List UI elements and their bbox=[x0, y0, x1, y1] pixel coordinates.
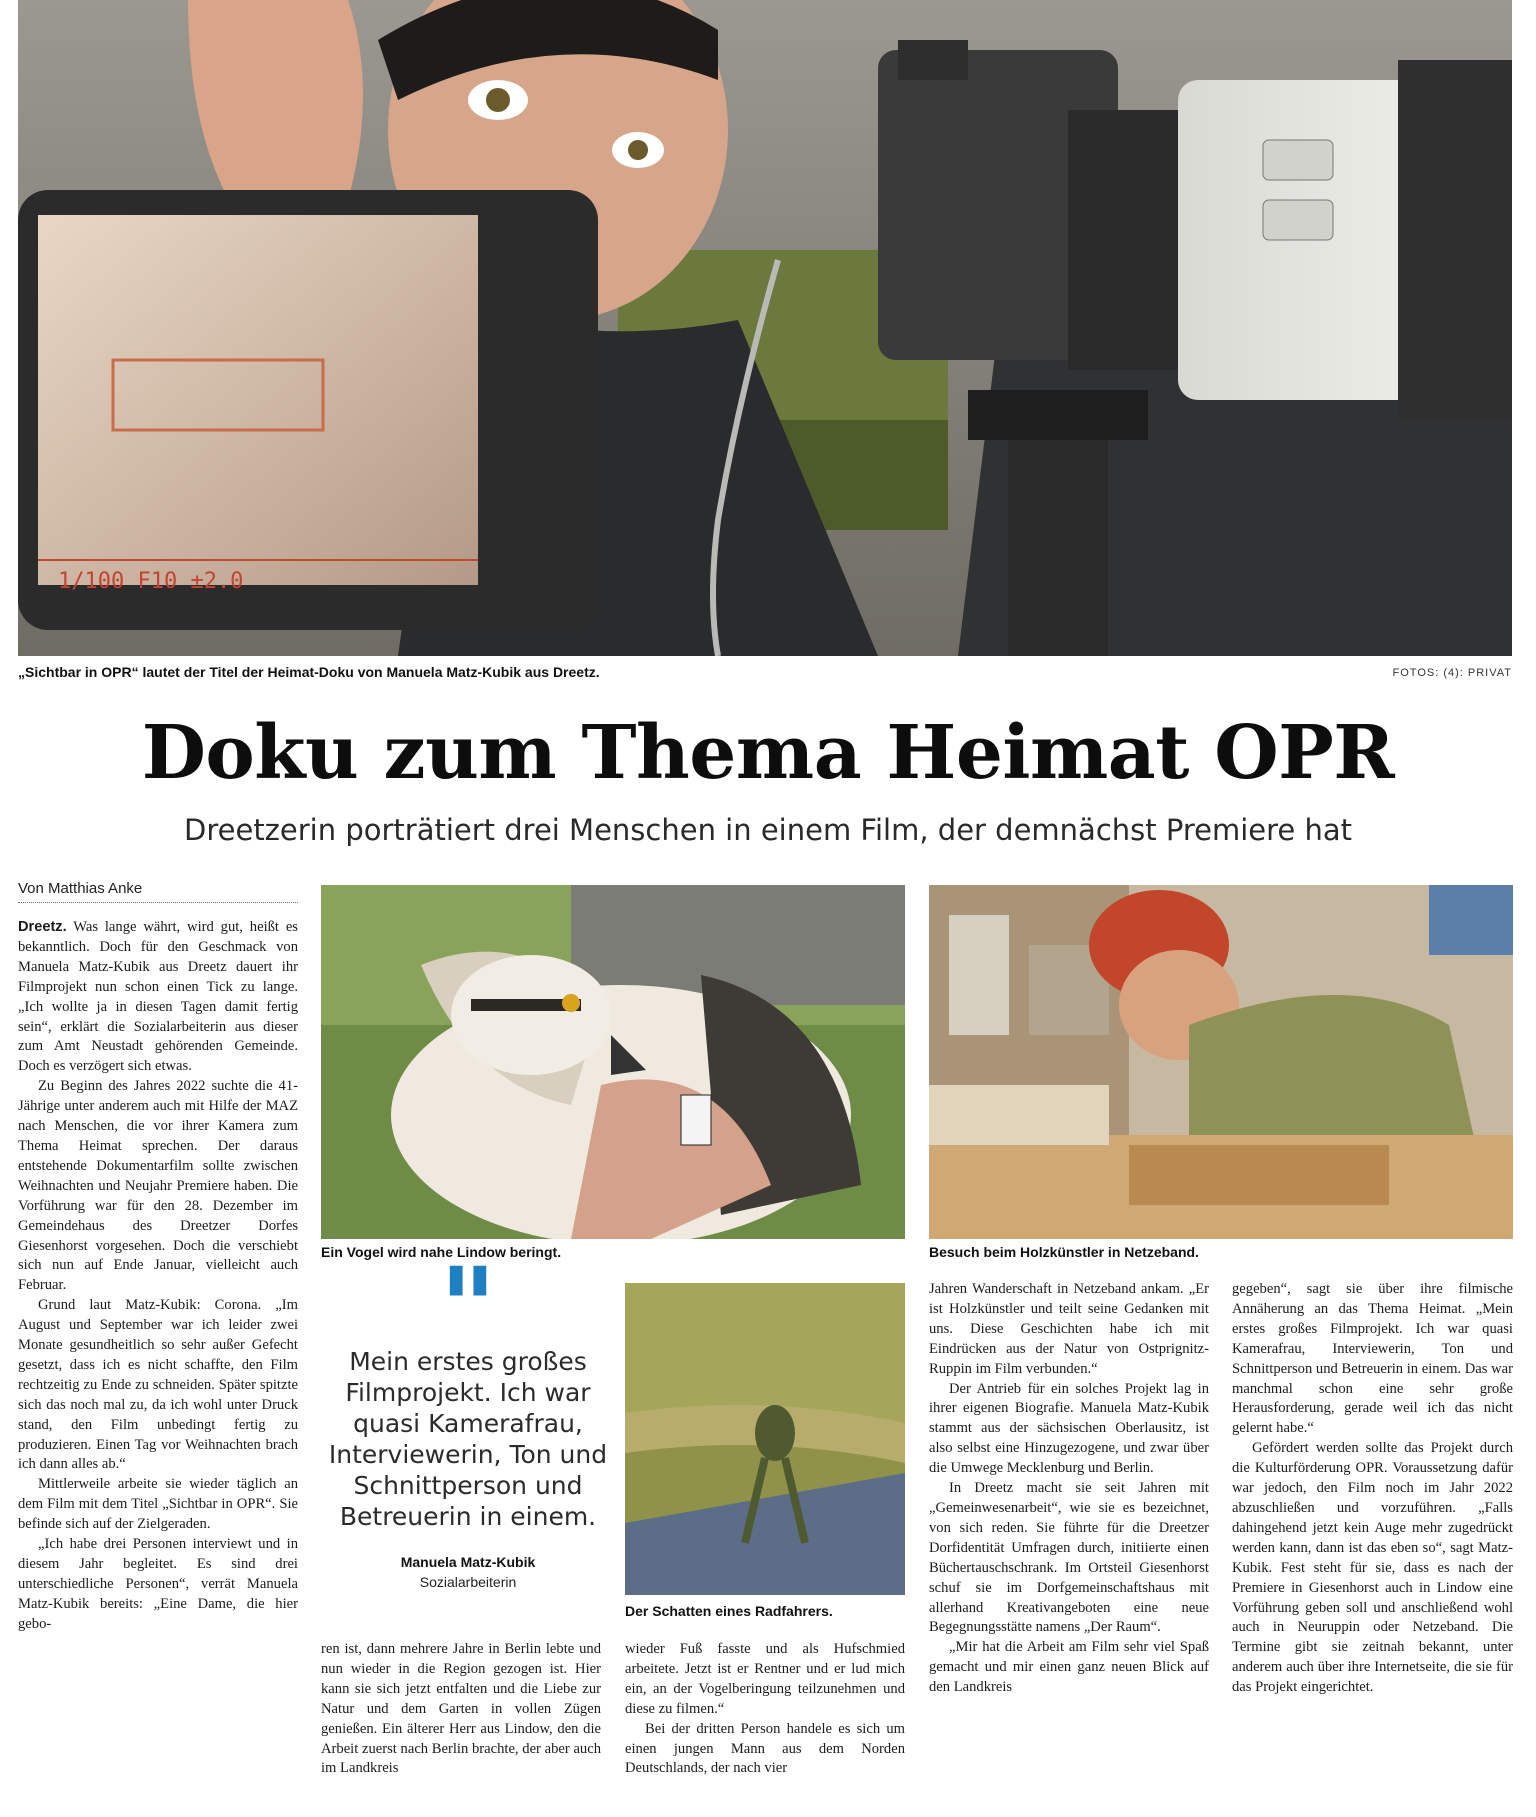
paragraph: Grund laut Matz-Kubik: Corona. „Im August und September war ich leider zwei Monate gesundheitlich so sehr außer Gefecht gesetzt, dass ich es nicht schaffte, den Film rechtzeitig zu Ende zu schneiden. Später spitzte sich das noch mal zu, da ich wohl unter Druck stand, den Film unbedingt fertig zu produzieren. Einen Tag vor Weihnachten brach ich dann alles ab.“ bbox=[18, 1297, 298, 1473]
shadow-photo bbox=[625, 1283, 905, 1595]
byline: Von Matthias Anke bbox=[18, 880, 298, 903]
paragraph: Bei der dritten Person handele es sich um einen jungen Mann aus dem Norden Deutschlands, der nach vier bbox=[625, 1720, 905, 1777]
bird-photo-caption: Ein Vogel wird nahe Lindow beringt. bbox=[321, 1244, 562, 1260]
paragraph: wieder Fuß fasste und als Hufschmied arbeitete. Jetzt ist er Rentner und er lud mich ein, an der Vogelberingung teilzunehmen und diese zu filmen.“ bbox=[625, 1641, 905, 1717]
shadow-photo-illustration bbox=[625, 1283, 905, 1595]
article-column-4 bbox=[929, 1280, 1209, 1810]
quote-mark-icon: " bbox=[439, 1243, 497, 1372]
main-photo-illustration bbox=[18, 0, 1512, 656]
paragraph: „Mir hat die Arbeit am Film sehr viel Spaß gemacht und mir einen ganz neuen Blick auf den Landkreis bbox=[929, 1639, 1209, 1696]
quote-role: Sozialarbeiterin bbox=[419, 1574, 517, 1590]
bird-photo-illustration bbox=[321, 885, 905, 1239]
shadow-photo-caption: Der Schatten eines Radfahrers. bbox=[625, 1603, 833, 1619]
svg-text:1/100 F10 ±2.0: 1/100 F10 ±2.0 bbox=[58, 569, 244, 594]
paragraph: Mittlerweile arbeite sie wieder täglich an dem Film mit dem Titel „Sichtbar in OPR“. Sie befinde sich auf der Zielgeraden. bbox=[18, 1476, 298, 1533]
woodcarver-photo-caption: Besuch beim Holzkünstler in Netzeband. bbox=[929, 1244, 1199, 1260]
paragraph: In Dreetz macht sie seit Jahren mit „Gemeinwesenarbeit“, wie sie es bezeichnet, von sich reden. Sie führte für die Dreetzer Dorfidentität Umfragen durch, initiierte einen Büchertauschschrank. Im Ortsteil Giesenhorst schuf sie im Dorfgemeinschaftshaus mit allerhand Kreativangeboten eine neue Begegnungsstätte namens „Der Raum“. bbox=[929, 1480, 1209, 1636]
quote-author: Manuela Matz-Kubik bbox=[400, 1554, 536, 1570]
paragraph: gegeben“, sagt sie über ihre filmische Annäherung an das Thema Heimat. „Mein erstes großes Filmprojekt. Ich war quasi Kamerafrau, Interviewerin, Ton und Schnittperson und Betreuerin in einem. Das war manchmal schon eine sehr große Herausforderung, gerade weil ich das nicht gelernt habe.“ bbox=[1232, 1281, 1513, 1437]
subheadline: Dreetzerin porträtiert drei Menschen in einem Film, der demnächst Premiere hat bbox=[184, 813, 1352, 847]
paragraph: ren ist, dann mehrere Jahre in Berlin lebte und nun wieder in die Region gezogen ist. Hier kann sie sich jetzt entfalten und die Liebe zur Natur und dem Garten in vollen Zügen genießen. Ein älterer Herr aus Lindow, den die Arbeit zuerst nach Berlin brachte, der aber auch im Landkreis bbox=[321, 1641, 601, 1777]
paragraph: „Ich habe drei Personen interviewt und in diesem Jahr begleitet. Es sind drei unterschiedliche Personen“, verrät Manuela Matz-Kubik bereits: „Eine Dame, die hier gebo- bbox=[18, 1536, 298, 1632]
woodcarver-photo-illustration bbox=[929, 885, 1513, 1239]
headline: Doku zum Thema Heimat OPR bbox=[141, 710, 1395, 796]
main-photo bbox=[18, 0, 1512, 656]
main-photo-caption: „Sichtbar in OPR“ lautet der Titel der Heimat-Doku von Manuela Matz-Kubik aus Dreetz. bbox=[18, 664, 600, 680]
paragraph-text: Was lange währt, wird gut, heißt es bekanntlich. Doch für den Geschmack von Manuela Matz-Kubik aus Dreetz dauert ihr Filmprojekt nun schon einen Tick zu lange. „Ich wollte ja in diesen Tagen damit fertig sein“, erklärt die Sozialarbeiterin aus dieser zum Amt Neustadt gehörenden Gemeinde. Doch es verzögert sich etwas. bbox=[18, 919, 298, 1075]
paragraph bbox=[18, 918, 298, 1077]
woodcarver-photo bbox=[929, 885, 1513, 1239]
quote-text: Mein erstes großes Filmprojekt. Ich war quasi Kamerafrau, Interviewerin, Ton und Schnittperson und Betreuerin in einem. bbox=[328, 1347, 608, 1531]
article-column-5 bbox=[1232, 1280, 1513, 1810]
dateline: Dreetz. bbox=[18, 919, 67, 935]
article-column-2 bbox=[321, 1640, 601, 1810]
photo-credit: FOTOS: (4): PRIVAT bbox=[1392, 667, 1512, 679]
paragraph: Der Antrieb für ein solches Projekt lag in ihrer eigenen Biografie. Manuela Matz-Kubik stammt aus der sächsischen Oberlausitz, ist also selbst eine Hinzugezogene, und zwar über die Umwege Mecklenburg und Berlin. bbox=[929, 1380, 1209, 1477]
article-column-3 bbox=[625, 1640, 905, 1810]
paragraph: Zu Beginn des Jahres 2022 suchte die 41-Jährige unter anderem auch mit Hilfe der MAZ nach Menschen, die vor ihrer Kamera zum Thema Heimat sprechen. Der daraus entstehende Dokumentarfilm sollte zwischen Weihnachten und Neujahr Premiere haben. Die Vorführung war für den 28. Dezember im Gemeindehaus des Dreetzer Dorfes Giesenhorst vorgesehen. Doch die verschiebt sich nun auf Ende Januar, vielleicht auch Februar. bbox=[18, 1078, 298, 1294]
article-column-1 bbox=[18, 918, 298, 1808]
bird-photo bbox=[321, 885, 905, 1239]
paragraph: Jahren Wanderschaft in Netzeband ankam. „Er ist Holzkünstler und teilt seine Gedanken mit uns. Diese Geschichten habe ich mit Eindrücken aus der Natur von Ostprignitz-Ruppin im Film verbunden.“ bbox=[929, 1281, 1209, 1377]
paragraph: Gefördert werden sollte das Projekt durch die Kulturförderung OPR. Voraussetzung dafür war jedoch, den Film noch im Jahr 2022 abzuschließen und vorzuführen. „Falls dahingehend jetzt kein Auge mehr zugedrückt werden kann, dann ist das eben so“, sagt Matz-Kubik. Fest steht für sie, dass es nach der Premiere in Giesenhorst auch in Lindow eine Vorführung geben soll und anschließend wohl auch in Neuruppin oder Netzeband. Die Termine gibt sie zeitnah bekannt, unter anderem auch über ihre Internetseite, die sie für das Projekt eingerichtet. bbox=[1232, 1440, 1513, 1696]
